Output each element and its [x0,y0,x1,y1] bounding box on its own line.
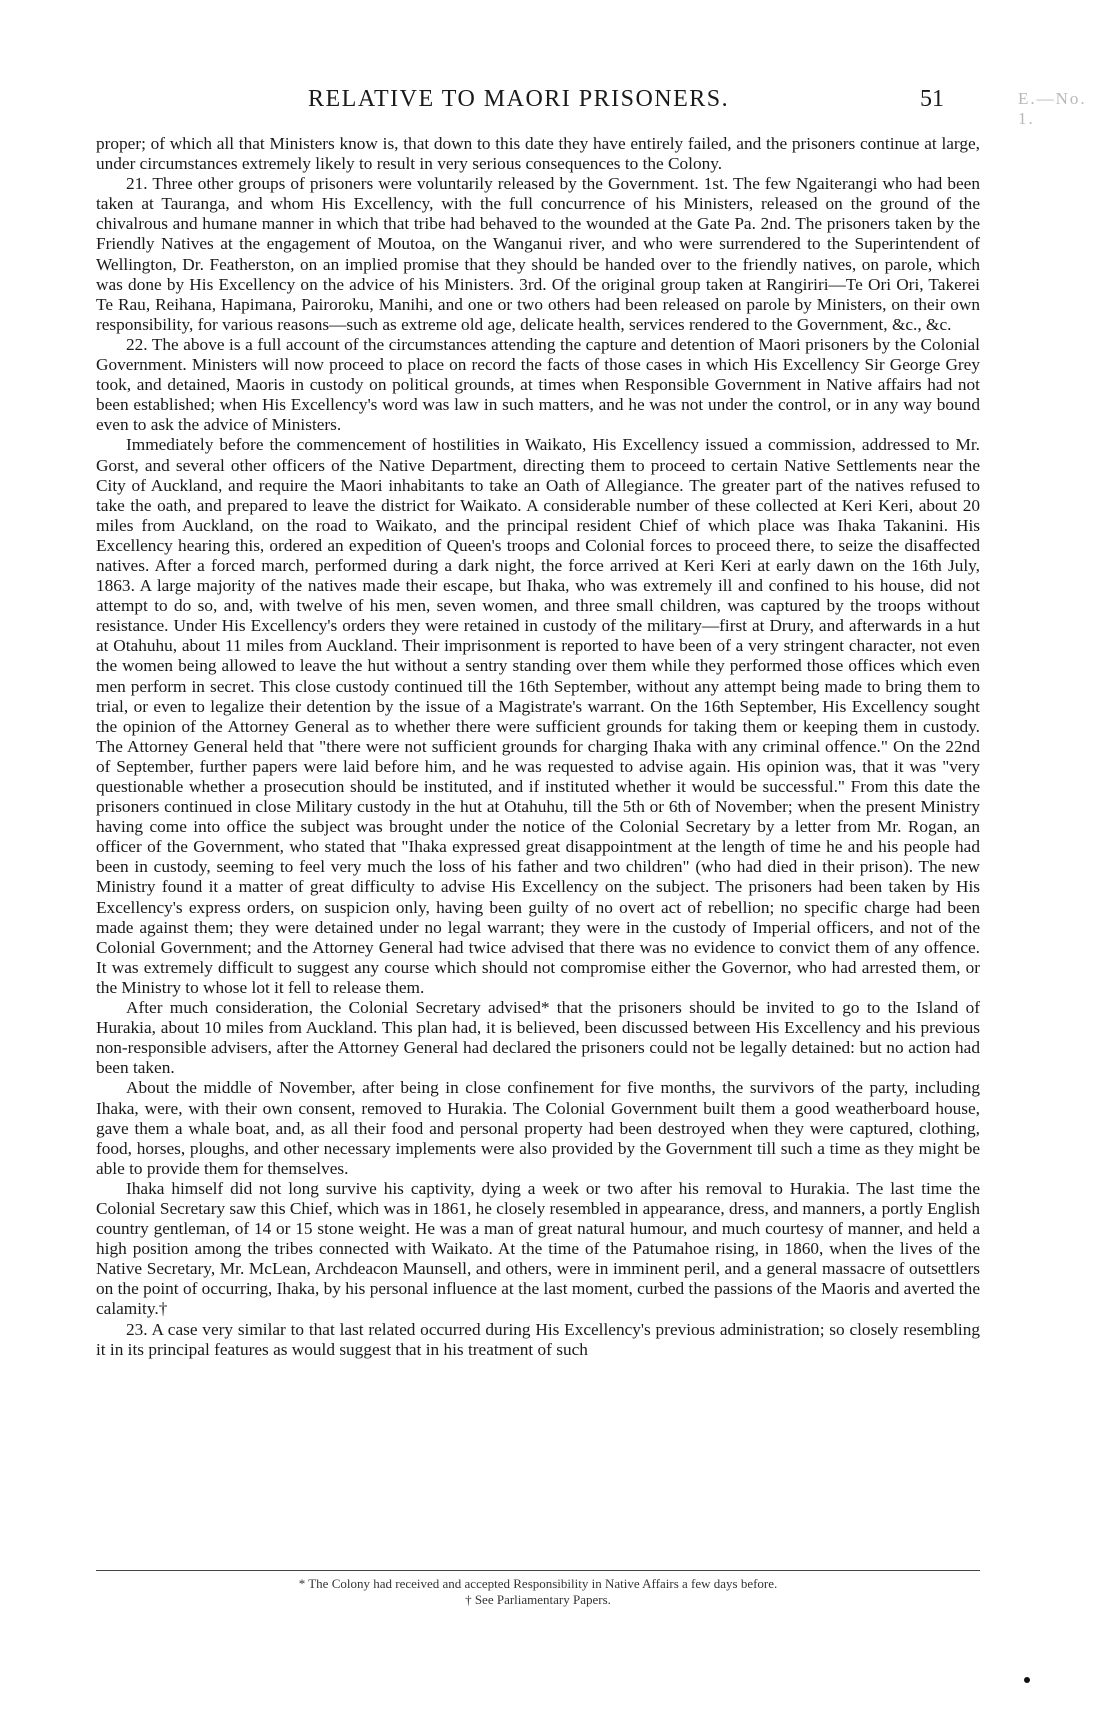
paragraph-removal: About the middle of November, after being in close confinement for five months, the survivors of the party, including Ihaka, were, with their own consent, removed to Hurakia. The Colonial Government built them a good weatherboard house, gave them a whale boat, and, as all their food and personal property had been destroyed when they were captured, clothing, food, horses, ploughs, and other necessary implements were also provided by the Government till such a time as they might be able to provide them for themselves. [96,1078,980,1178]
paragraph-23: 23. A case very similar to that last related occurred during His Excellency's previous administration; so closely resembling it in its principal features as would suggest that in his treatment of such [96,1319,980,1359]
paragraph-hurakia-advice: After much consideration, the Colonial Secretary advised* that the prisoners should be invited to go to the Island of Hurakia, about 10 miles from Auckland. This plan had, it is believed, been discussed between His Excellency and his previous non-responsible advisers, after the Attorney General had declared the prisoners could not be legally detained: but no action had been taken. [96,998,980,1078]
page-number: 51 [920,86,944,112]
body-text [96,134,980,1360]
scan-mark [1024,1677,1030,1683]
paragraph-continued: proper; of which all that Ministers know is, that down to this date they have entirely failed, and the prisoners continue at large, under circumstances extremely likely to result in very serious consequences to the Colony. [96,134,980,174]
paragraph-22: 22. The above is a full account of the circumstances attending the capture and detention of Maori prisoners by the Colonial Government. Ministers will now proceed to place on record the facts of those cases in which His Excellency Sir George Grey took, and detained, Maoris in custody on political grounds, at times when Responsible Government in Native affairs had not been established; when His Excellency's word was law in such matters, and he was not under the control, or in any way bound even to ask the advice of Ministers. [96,334,980,435]
page-header [88,86,1088,128]
paragraph-ihaka-death: Ihaka himself did not long survive his captivity, dying a week or two after his removal to Hurakia. The last time the Colonial Secretary saw this Chief, which was in 1861, he closely resembled in appearance, dress, and manners, a portly English country gentleman, of 14 or 15 stone weight. He was a man of great natural humour, and much courtesy of manner, and held a high position among the tribes connected with Waikato. At the time of the Patumahoe rising, in 1860, when the lives of the Native Secretary, Mr. McLean, Archdeacon Maunsell, and others, were in imminent peril, and a general massacre of outsettlers on the point of occurring, Ihaka, by his personal influence at the last moment, curbed the passions of the Maoris and averted the calamity.† [96,1178,980,1319]
paragraph-ihaka-capture: Immediately before the commencement of hostilities in Waikato, His Excellency issued a commission, addressed to Mr. Gorst, and several other officers of the Native Department, directing them to proceed to certain Native Settlements near the City of Auckland, and require the Maori inhabitants to take an Oath of Allegiance. The greater part of the natives refused to take the oath, and prepared to leave the district for Waikato. A considerable number of these collected at Keri Keri, about 20 miles from Auckland, on the road to Waikato, and the principal resident Chief of which place was Ihaka Takanini. His Excellency hearing this, ordered an expedition of Queen's troops and Colonial forces to proceed there, to seize the disaffected natives. After a forced march, performed during a dark night, the force arrived at Keri Keri at early dawn on the 16th July, 1863. A large majority of the natives made their escape, but Ihaka, who was extremely ill and confined to his house, did not attempt to do so, and, with twelve of his men, seven women, and three small children, was captured by the troops without resistance. Under His Excellency's orders they were retained in custody of the military—first at Drury, and afterwards in a hut at Otahuhu, about 11 miles from Auckland. Their imprisonment is reported to have been of a very stringent character, not even the women being allowed to leave the hut without a sentry standing over them while they performed those offices which even men perform in secret. This close custody continued till the 16th September, without any attempt being made to bring them to trial, or even to legalize their detention by the issue of a Magistrate's warrant. On the 16th September, His Excellency sought the opinion of the Attorney General as to whether there were sufficient grounds for taking them or keeping them in custody. The Attorney General held that "there were not sufficient grounds for charging Ihaka with any criminal offence." On the 22nd of September, further papers were laid before him, and he was requested to advise again. His opinion was, that it was "very questionable whether a prosecution should be instituted, and if instituted whether it would be successful." From this date the prisoners continued in close Military custody in the hut at Otahuhu, till the 5th or 6th of November; when the present Ministry having come into office the subject was brought under the notice of the Colonial Secretary by a letter from Mr. Rogan, an officer of the Government, who stated that "Ihaka expressed great disappointment at the length of time he and his people had been in custody, seeming to feel very much the loss of his father and two children" (who had died in their prison). The new Ministry found it a matter of great difficulty to advise His Excellency on the subject. The prisoners had been taken by His Excellency's express orders, on suspicion only, having been guilty of no overt act of rebellion; no specific charge had been made against them; they were detained under no legal warrant; they were in the custody of Imperial officers, and not of the Colonial Government; and the Attorney General had twice advised that there was no evidence to convict them of any offence. It was extremely difficult to suggest any course which should not compromise either the Governor, who had arrested them, or the Ministry to whose lot it fell to release them. [96,435,980,997]
paragraph-21: 21. Three other groups of prisoners were voluntarily released by the Government. 1st. The few Ngaiterangi who had been taken at Tauranga, and whom His Excellency, with the full concurrence of his Ministers, released on the ground of the chivalrous and humane manner in which that tribe had behaved to the wounded at the Gate Pa. 2nd. The prisoners taken by the Friendly Natives at the engagement of Moutoa, on the Wanganui river, and who were surrendered to the Superintendent of Wellington, Dr. Featherston, on an implied promise that they should be handed over to the friendly natives, on parole, which was done by His Excellency on the advice of his Ministers. 3rd. Of the original group taken at Rangiriri—Te Ori Ori, Takerei Te Rau, Reihana, Hapimana, Pairoroku, Manihi, and one or two others had been released on parole by Ministers, on their own responsibility, for various reasons—such as extreme old age, delicate health, services rendered to the Government, &c., &c. [96,174,980,334]
footnote-asterisk: * The Colony had received and accepted Responsibility in Native Affairs a few days before. [298,1576,778,1591]
footnotes [96,1570,980,1608]
running-title: RELATIVE TO MAORI PRISONERS. [308,86,730,112]
document-reference: E.—No. 1. [1018,89,1087,128]
footnote-dagger: † See Parliamentary Papers. [465,1592,611,1607]
